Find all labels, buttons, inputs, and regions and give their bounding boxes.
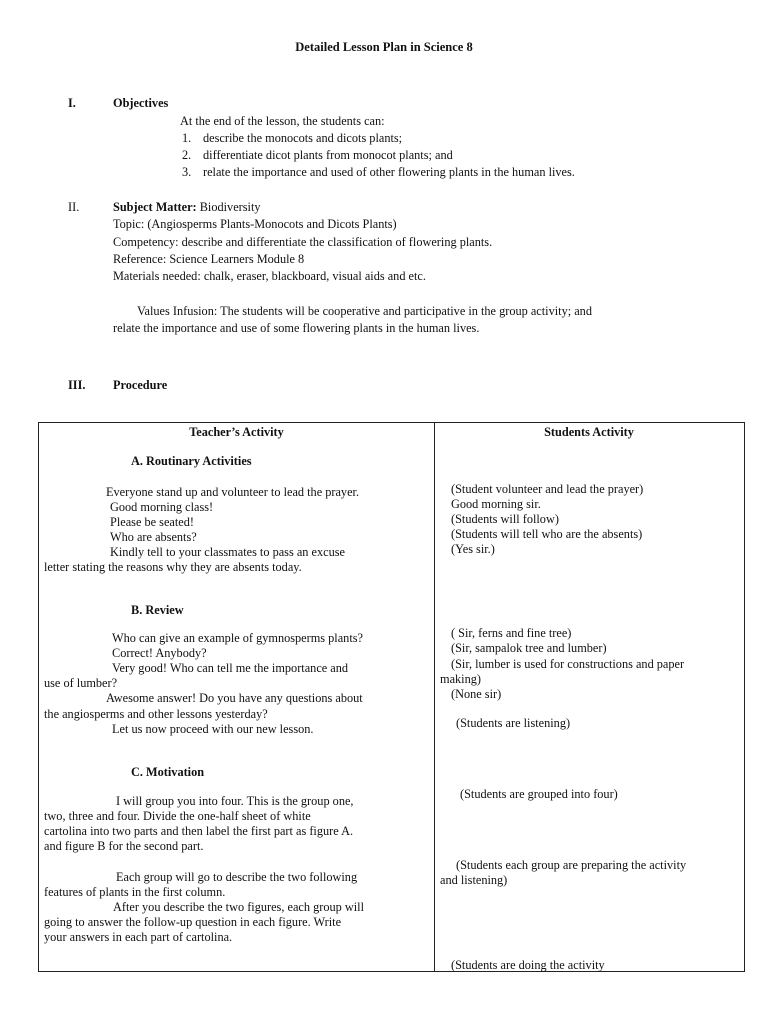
teacher-line: Kindly tell to your classmates to pass an excuse [110,545,345,559]
procedure-table [38,422,745,972]
teacher-line: Please be seated! [110,515,194,529]
routinary-activities-heading: A. Routinary Activities [131,454,252,468]
teacher-line: Who can give an example of gymnosperms plants? [112,631,363,645]
teacher-line: your answers in each part of cartolina. [44,930,233,944]
reference-line: Reference: Science Learners Module 8 [113,252,305,266]
section-number-procedure: III. [68,378,86,392]
teacher-line: the angiosperms and other lessons yesterday? [44,707,268,721]
teacher-line: I will group you into four. This is the group one, [116,794,354,808]
procedure-heading: Procedure [113,378,168,392]
student-line: (Sir, sampalok tree and lumber) [451,641,607,655]
teacher-line: Who are absents? [110,530,197,544]
section-number-objectives: I. [68,96,76,110]
teacher-line: use of lumber? [44,676,118,690]
student-line: Good morning sir. [451,497,541,511]
student-line: (Students each group are preparing the activity [456,858,687,872]
competency-line: Competency: describe and differentiate the classification of flowering plants. [113,235,493,249]
objective-item-3: relate the importance and used of other flowering plants in the human lives. [203,165,575,179]
teacher-activity-header: Teacher’s Activity [189,425,284,439]
subject-matter-line [113,199,261,216]
teacher-line: features of plants in the first column. [44,885,226,899]
objective-item-1: describe the monocots and dicots plants; [203,131,403,145]
teacher-line: Good morning class! [110,500,214,514]
student-line: (Yes sir.) [451,542,495,556]
teacher-line: two, three and four. Divide the one-half sheet of white [44,809,311,823]
objectives-intro: At the end of the lesson, the students can: [180,114,385,128]
teacher-line: and figure B for the second part. [44,839,204,853]
student-line: ( Sir, ferns and fine tree) [451,626,572,640]
teacher-line: going to answer the follow-up question in each figure. Write [44,915,342,929]
student-line: and listening) [440,873,508,887]
section-number-subject-matter: II. [68,200,80,214]
motivation-heading: C. Motivation [131,765,205,779]
student-line: (Students will follow) [451,512,559,526]
materials-line: Materials needed: chalk, eraser, blackboard, visual aids and etc. [113,269,426,283]
teacher-line: Awesome answer! Do you have any questions about [106,691,363,705]
teacher-line: Correct! Anybody? [112,646,207,660]
values-infusion-line-2: relate the importance and use of some flowering plants in the human lives. [113,321,480,335]
objective-item-2: differentiate dicot plants from monocot plants; and [203,148,453,162]
teacher-line: After you describe the two figures, each group will [113,900,364,914]
teacher-line: cartolina into two parts and then label the first part as figure A. [44,824,354,838]
objective-number-3: 3. [182,165,192,179]
student-line: (Students are grouped into four) [460,787,618,801]
review-heading: B. Review [131,603,184,617]
topic-line: Topic: (Angiosperms Plants-Monocots and Dicots Plants) [113,217,397,231]
teacher-line: Very good! Who can tell me the importance and [112,661,349,675]
student-line: (Student volunteer and lead the prayer) [451,482,644,496]
objective-number-2: 2. [182,148,192,162]
student-line: (Students are doing the activity [451,958,605,972]
student-line: (Students are listening) [456,716,571,730]
teacher-line: Everyone stand up and volunteer to lead the prayer. [106,485,360,499]
student-line: (None sir) [451,687,502,701]
teacher-line: Each group will go to describe the two following [116,870,358,884]
table-column-divider [434,423,435,971]
subject-matter-value: Biodiversity [196,200,261,214]
student-line: making) [440,672,481,686]
objectives-heading: Objectives [113,96,169,110]
students-activity-header: Students Activity [544,425,634,439]
values-infusion-line-1: Values Infusion: The students will be cooperative and participative in the group activity; and [137,304,592,318]
student-line: (Sir, lumber is used for constructions and paper [451,657,685,671]
student-line: (Students will tell who are the absents) [451,527,643,541]
subject-matter-heading: Subject Matter: [113,200,197,214]
teacher-line: Let us now proceed with our new lesson. [112,722,314,736]
document-title: Detailed Lesson Plan in Science 8 [295,40,473,54]
objective-number-1: 1. [182,131,192,145]
teacher-line: letter stating the reasons why they are absents today. [44,560,302,574]
